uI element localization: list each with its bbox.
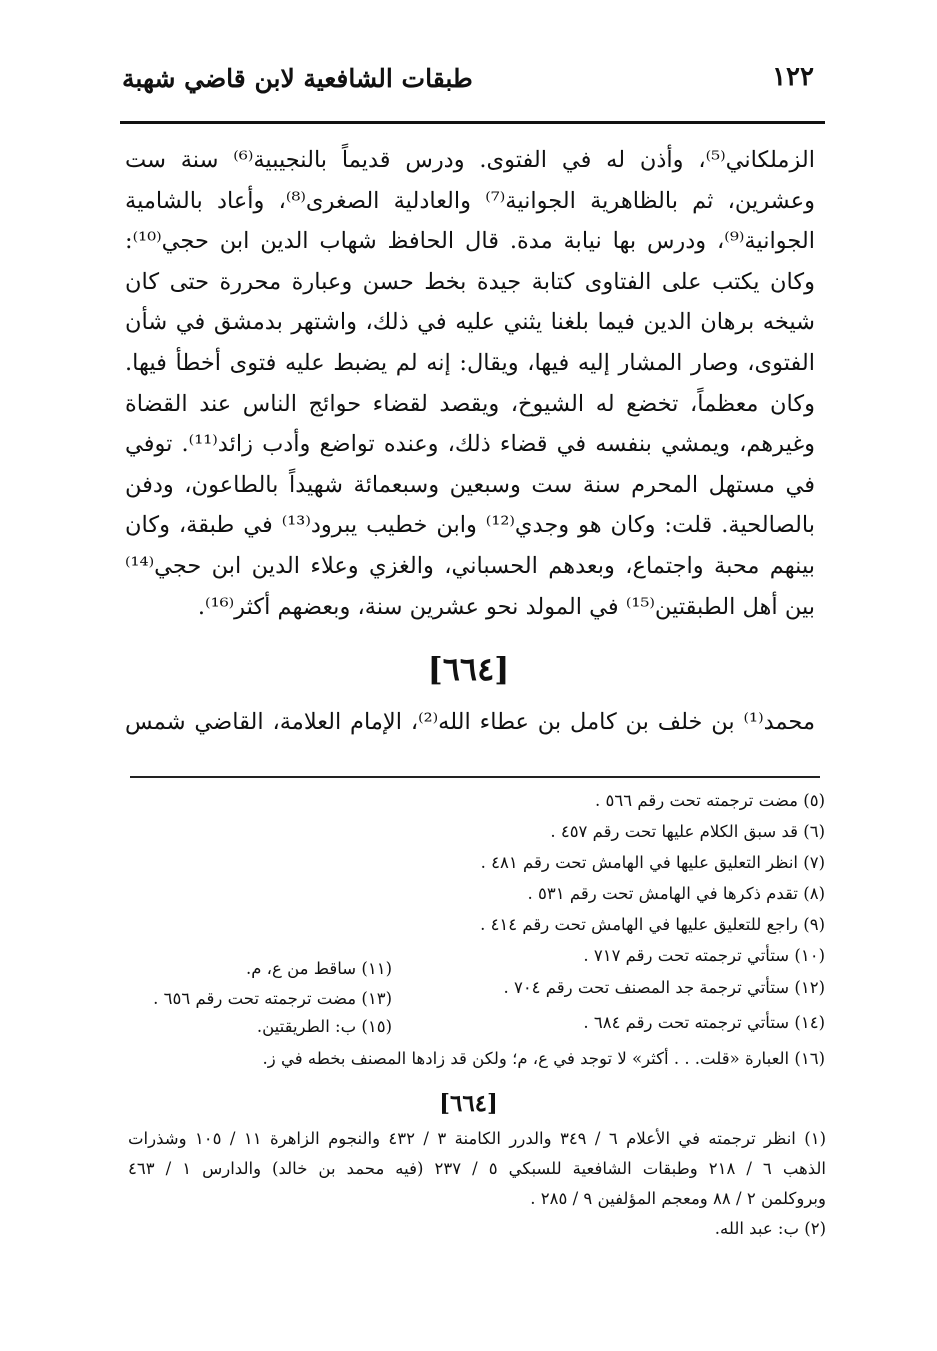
footnotes-rule <box>130 776 820 778</box>
entry-number: [٦٦٤] <box>427 650 510 688</box>
footnote: (١٥) ب: الطريقتين. <box>256 1017 392 1036</box>
main-text <box>125 140 815 627</box>
footnote: (٩) راجع للتعليق عليها في الهامش تحت رقم ٤١٤ . <box>480 915 825 934</box>
footnote: (٨) تقدم ذكرها في الهامش تحت رقم ٥٣١ . <box>527 884 825 903</box>
entry-notes-number: [٦٦٤] <box>439 1090 498 1117</box>
footnote: (١٠) ستأتي ترجمته تحت رقم ٧١٧ . <box>583 946 825 965</box>
footnote-line: (١) انظر ترجمته في الأعلام ٦ / ٣٤٩ والدرر الكامنة ٣ / ٤٣٢ والنجوم الزاهرة ١١ / ١٠٥ وشذرات <box>128 1129 827 1148</box>
entry-opening-line: محمد⁽¹⁾ بن خلف بن كامل بن عطاء الله⁽²⁾، الإمام العلامة، القاضي شمس <box>125 709 815 735</box>
footnote: (١٦) العبارة «قلت. . . أكثر» لا توجد في ع، م؛ ولكن قد زادها المصنف بخطه في ز. <box>262 1049 825 1068</box>
footnote: (١١) ساقط من ع، م. <box>245 959 392 978</box>
footnote: (١٤) ستأتي ترجمته تحت رقم ٦٨٤ . <box>583 1013 825 1032</box>
page-header <box>120 58 820 108</box>
footnote: (١٣) مضت ترجمته تحت رقم ٦٥٦ . <box>153 989 392 1008</box>
main-paragraph: الزملكاني⁽⁵⁾، وأذن له في الفتوى. ودرس قديماً بالنجيبية⁽⁶⁾ سنة ست وعشرين، ثم بالظاهرية الجوانية⁽⁷⁾ والعادلية الصغرى⁽⁸⁾، وأعاد بالشامية الجوانية⁽⁹⁾، ودرس بها نيابة مدة. قال الحافظ شهاب الدين ابن حجي⁽¹⁰⁾: وكان يكتب على الفتاوى كتابة جيدة بخط حسن وعبارة محررة حتى كان شيخه برهان الدين فيما بلغنا يثني عليه في ذلك، واشتهر بدمشق في شأن الفتوى، وصار المشار إليه فيها، ويقال: إنه لم يضبط عليه فتوى أخطأ فيها. وكان معظماً، تخضع له الشيوخ، ويقصد لقضاء حوائج الناس عند القضاة وغيرهم، ويمشي بنفسه في قضاء ذلك، وعنده تواضع وأدب زائد⁽¹¹⁾. توفي في مستهل المحرم سنة ست وسبعين وسبعمائة شهيداً بالطاعون، ودفن بالصالحية. قلت: وكان هو وجدي⁽¹²⁾ وابن خطيب يبرود⁽¹³⁾ في طبقة، وكان بينهم محبة واجتماع، وبعدهم الحسباني، والغزي وعلاء الدين ابن حجي⁽¹⁴⁾ بين أهل الطبقتين⁽¹⁵⁾ في المولد نحو عشرين سنة، وبعضهم أكثر⁽¹⁶⁾. <box>125 147 816 620</box>
footnote-line: وبروكلمن ٢ / ٨٨ ومعجم المؤلفين ٩ / ٢٨٥ . <box>530 1189 826 1208</box>
footnote: (٥) مضت ترجمته تحت رقم ٥٦٦ . <box>595 791 825 810</box>
header-rule <box>120 121 825 124</box>
page-number: ١٢٢ <box>772 62 814 92</box>
footnote: (٧) انظر التعليق عليها في الهامش تحت رقم ٤٨١ . <box>480 853 825 872</box>
footnote-line: الذهب ٦ / ٢١٨ وطبقات الشافعية للسبكي ٥ / ٢٣٧ (فيه محمد بن خالد) والدارس ١ / ٤٦٣ <box>128 1159 826 1178</box>
footnote: (١٢) ستأتي ترجمة جد المصنف تحت رقم ٧٠٤ . <box>503 978 825 997</box>
footnote-line: (٢) ب: عبد الله. <box>714 1219 826 1238</box>
footnote: (٦) قد سبق الكلام عليها تحت رقم ٤٥٧ . <box>550 822 825 841</box>
entry-notes <box>128 1124 826 1244</box>
running-title: طبقات الشافعية لابن قاضي شهبة <box>122 64 473 93</box>
